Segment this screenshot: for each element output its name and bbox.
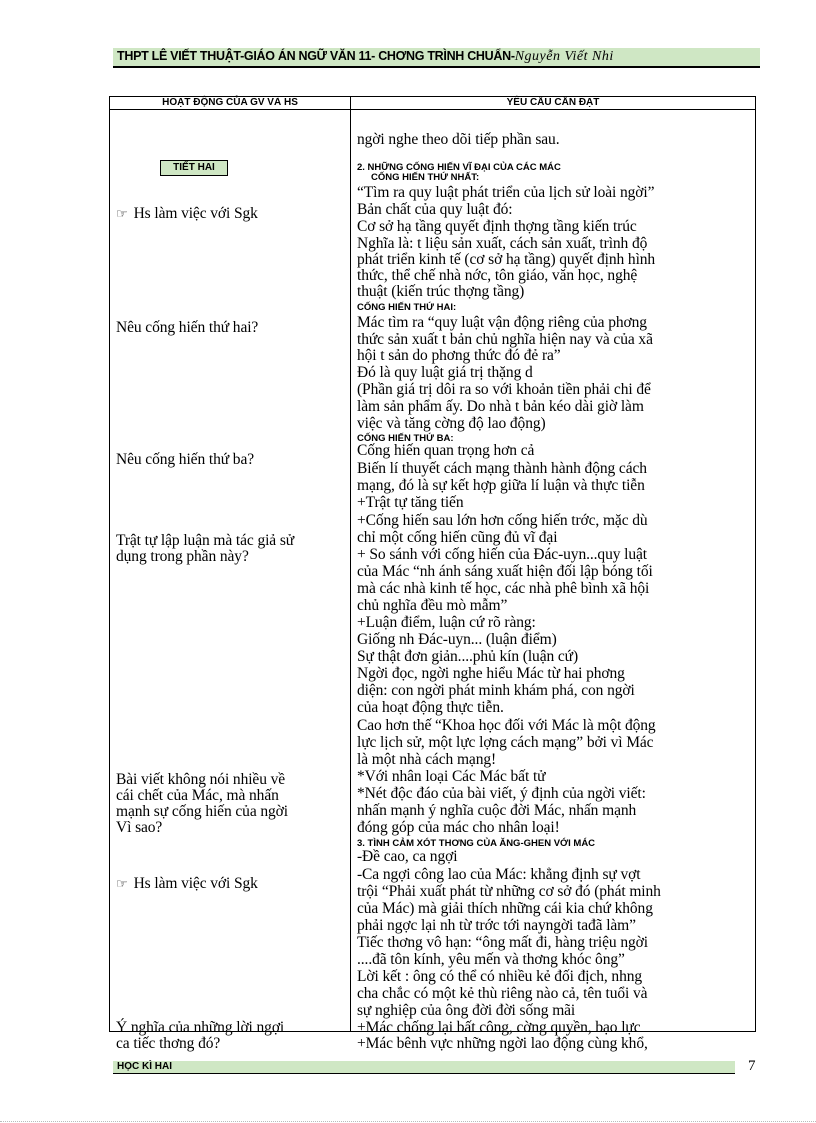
right-line: Mác tìm ra “quy luật vận động riêng của phơng [357,314,647,331]
right-line: +Cống hiến sau lớn hơn cống hiến trớc, mặc dù [357,512,648,529]
right-line: Tiếc thơng vô hạn: “ông mất đi, hàng triệu ngời [357,934,648,951]
page-footer [113,1061,735,1074]
page-number: 7 [748,1058,756,1074]
footer-label: HỌC KÌ HAI [117,1061,172,1072]
right-line: + So sánh với cống hiến của Đác-uyn...quy luật [357,546,647,563]
right-line: -Ca ngợi công lao của Mác: khẳng định sự vợt [357,866,641,883]
column-header-requirements: YÊU CẦU CẦN ĐẠT [351,97,756,110]
left-line: Trật tự lập luận mà tác giả sử [116,532,295,549]
right-line: Cao hơn thế “Khoa học đối với Mác là một động [357,717,656,734]
right-line: mạng, đó là sự kết hợp giữa lí luận và thực tiễn [357,477,645,494]
left-line: Ý nghĩa của những lời ngợi [116,1019,285,1036]
right-line: là một nhà cách mạng! [357,751,497,768]
right-line: ngời nghe theo dõi tiếp phần sau. [357,131,560,148]
right-line: đóng góp của mác cho nhân loại! [357,819,560,836]
right-line: +Mác chống lại bất công, cờng quyền, bạo lực [357,1019,641,1036]
right-line: Biến lí thuyết cách mạng thành hành động cách [357,460,647,477]
right-line: cha chắc có một kẻ thù riêng nào cả, tên tuổi và [357,985,648,1002]
right-line: nhấn mạnh ý nghĩa cuộc đời Mác, nhấn mạnh [357,802,637,819]
right-line: phát triển kinh tế (cơ sở hạ tầng) quyết định hình [357,251,656,268]
subsection-heading: CỐNG HIẾN THỨ NHẤT: [371,172,480,183]
left-line: ca tiếc thơng đó? [116,1035,221,1052]
right-line: +Luận điểm, luận cứ rõ ràng: [357,614,536,631]
right-line: chỉ một cống hiến cũng đủ vĩ đại [357,529,558,546]
page-edge-divider [0,1121,816,1122]
right-line: của Mác “nh ánh sáng xuất hiện đối lập bóng tối [357,563,653,580]
header-author: Nguyễn Viết Nhi [514,49,614,64]
right-line: +Trật tự tăng tiến [357,494,464,511]
right-line: -Đề cao, ca ngợi [357,848,458,865]
right-line: chủ nghĩa đều mò mẫm” [357,597,508,614]
right-line: Ngời đọc, ngời nghe hiểu Mác từ hai phơng [357,665,625,682]
right-line: diện: con ngời phát minh khám phá, con ngời [357,682,635,699]
pointing-hand-icon: ☞ [116,876,128,891]
right-line: Cơ sở hạ tầng quyết định thợng tầng kiến trúc [357,218,637,235]
left-line: Bài viết không nói nhiều về [116,771,286,788]
right-line: việc và tăng cờng độ lao động) [357,415,546,432]
right-line: Cống hiến quan trọng hơn cả [357,442,535,459]
right-line: Lời kết : ông có thể có nhiều kẻ đối địch, nhng [357,968,643,985]
right-line: “Tìm ra quy luật phát triển của lịch sử loài ngời” [357,184,655,201]
right-line: thuật (kiến trúc thợng tầng) [357,283,525,300]
left-column [110,110,351,1052]
right-line: sự nghiệp của ông đời đời sống mãi [357,1002,576,1019]
right-column [351,110,756,1052]
pointing-hand-icon: ☞ [116,206,128,221]
left-line: cái chết của Mác, mà nhấn [116,787,279,804]
right-line: ....đã tôn kính, yêu mến và thơng khóc ông” [357,951,625,968]
left-line: ☞ Hs làm việc với Sgk [116,205,258,222]
right-line: mà các nhà kinh tế học, các nhà phê bình xã hội [357,580,650,597]
right-line: *Nét độc đáo của bài viết, ý định của ngời viết: [357,785,646,802]
header-title: THPT LÊ VIẾT THUẬT-GIÁO ÁN NGỮ VĂN 11- CHƠNG TRÌNH CHUẨN-Nguyễn Viết Nhi [117,49,614,64]
right-line: Bản chất của quy luật đó: [357,201,513,218]
right-line: của hoạt động thực tiễn. [357,699,504,716]
right-line: phải ngợc lại nh từ trớc tới nayngời tađã làm” [357,917,636,934]
right-line: Đó là quy luật giá trị thặng d [357,364,533,381]
right-line: của Mác) mà giải thích những cái kia chứ không [357,900,653,917]
right-line: thức, thể chế nhà nớc, tôn giáo, văn học, nghệ [357,267,638,284]
left-line: mạnh sự cống hiến của ngời [116,803,288,820]
left-line: Nêu cống hiến thứ hai? [116,319,259,336]
lesson-table [109,96,756,1052]
right-line: Sự thật đơn giản....phủ kín (luận cứ) [357,648,579,665]
column-header-activities: HOẠT ĐỘNG CỦA GV VÀ HS [110,97,351,110]
right-line: làm sản phẩm ấy. Do nhà t bản kéo dài giờ làm [357,398,644,415]
left-line: Nêu cống hiến thứ ba? [116,451,255,468]
left-line: Vì sao? [116,819,163,836]
right-line: thức sản xuất t bản chủ nghĩa hiện nay và của xã [357,331,653,348]
right-line: trội “Phải xuất phát từ những cơ sở đó (phát minh [357,883,661,900]
section-heading: 3. TÌNH CẢM XÓT THƠNG CỦA ĂNG-GHEN VỚI MÁC [357,838,596,849]
subsection-heading: CỐNG HIẾN THỨ BA: [357,433,454,444]
right-line: *Với nhân loại Các Mác bất tử [357,768,546,785]
page-header [113,48,760,68]
right-line: lực lịch sử, một lực lợng cách mạng” bởi vì Mác [357,734,654,751]
section-heading: 2. NHỮNG CỐNG HIẾN VĨ ĐẠI CỦA CÁC MÁC [357,162,561,173]
left-line: dụng trong phần này? [116,548,249,565]
left-line: ☞ Hs làm việc với Sgk [116,875,258,892]
right-line: Nghĩa là: t liệu sản xuất, cách sản xuất, trình độ [357,235,648,252]
right-line: (Phần giá trị dôi ra so với khoản tiền phải chi để [357,381,651,398]
right-line: Giống nh Đác-uyn... (luận điểm) [357,631,557,648]
right-line: hội t sản do phơng thức đó đẻ ra” [357,347,561,364]
right-line: +Mác bênh vực những ngời lao động cùng khổ, [357,1035,648,1052]
tiet-hai-label: TIẾT HAI [160,160,228,176]
subsection-heading: CỐNG HIẾN THỨ HAI: [357,302,457,313]
